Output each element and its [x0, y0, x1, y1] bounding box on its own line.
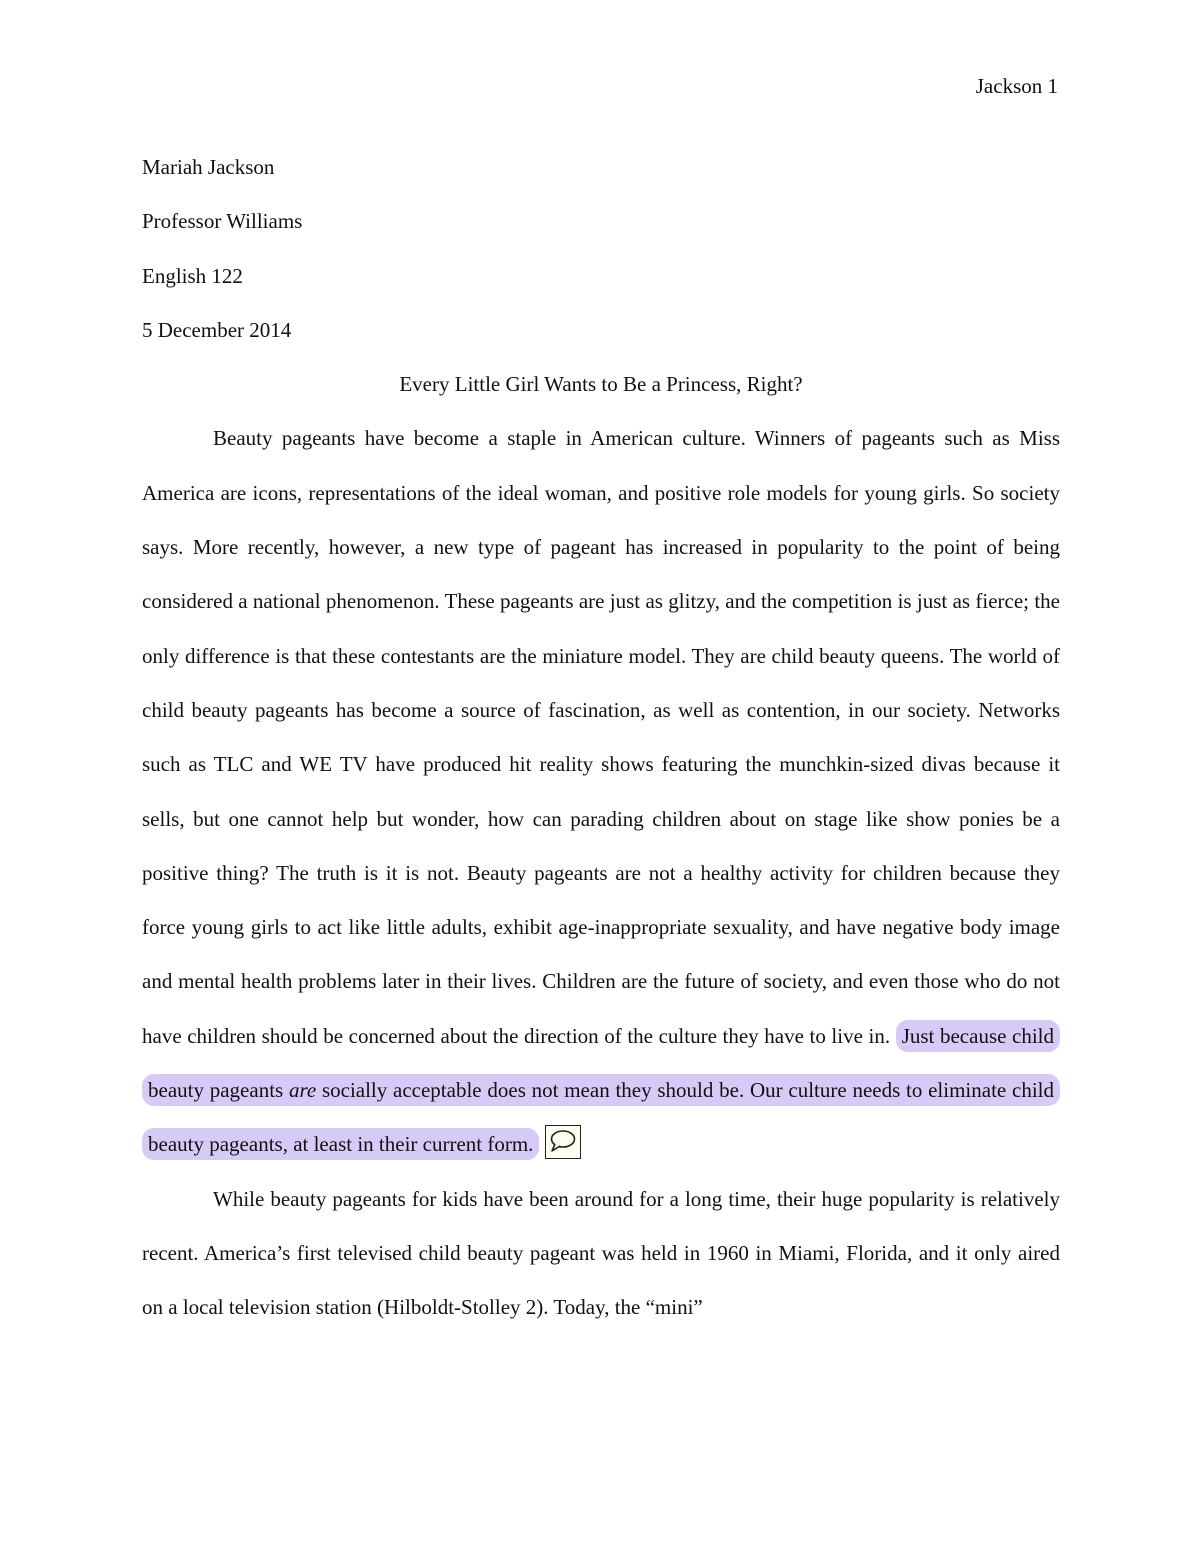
running-head: Jackson 1 [975, 74, 1058, 98]
author-name: Mariah Jackson [142, 155, 275, 179]
thesis-text-part2: socially acceptable does not mean they should be. Our culture needs to eliminate child beauty pageants, at least in their current form. [148, 1078, 1054, 1157]
thesis-emphasis: are [288, 1078, 317, 1103]
thesis-text-part1: Just because child beauty pageants [148, 1023, 1055, 1103]
paragraph-history: While beauty pageants for kids have been around for a long time, their huge popularity is relatively recent. America’s first televised child beauty pageant was held in 1960 in Miami, Florida, and it only aired on a local television station (Hilboldt-Stolley 2). Today, the “mini” [142, 1186, 1060, 1320]
instructor-name: Professor Williams [142, 209, 303, 234]
essay-body [142, 140, 1060, 1335]
comment-icon[interactable] [545, 1125, 581, 1159]
essay-title: Every Little Girl Wants to Be a Princess, Right? [399, 372, 803, 397]
paragraph-intro-text: Beauty pageants have become a staple in American culture. Winners of pageants such as Miss America are icons, representations of the ideal woman, and positive role models for young girls. So society says. More recently, however, a new type of pageant has increased in popularity to the point of being considered a national phenomenon. These pageants are just as glitzy, and the competition is just as fierce; the only difference is that these contestants are the miniature model. They are child beauty queens. The world of child beauty pageants has become a source of fascination, as well as contention, in our society. Networks such as TLC and WE TV have produced hit reality shows featuring the munchkin-sized divas because it sells, but one cannot help but wonder, how can parading children about on stage like show ponies be a positive thing? The truth is it is not. Beauty pageants are not a healthy activity for children because they force young girls to act like little adults, exhibit age-inappropriate sexuality, and have negative body image and mental health problems later in their lives. Children are the future of society, and even those who do not have children should be concerned about the direction of the culture they have to live in. [142, 426, 1060, 1048]
course-name: English 122 [142, 263, 243, 288]
paragraph-intro [142, 411, 1060, 1171]
submission-date: 5 December 2014 [142, 317, 292, 342]
